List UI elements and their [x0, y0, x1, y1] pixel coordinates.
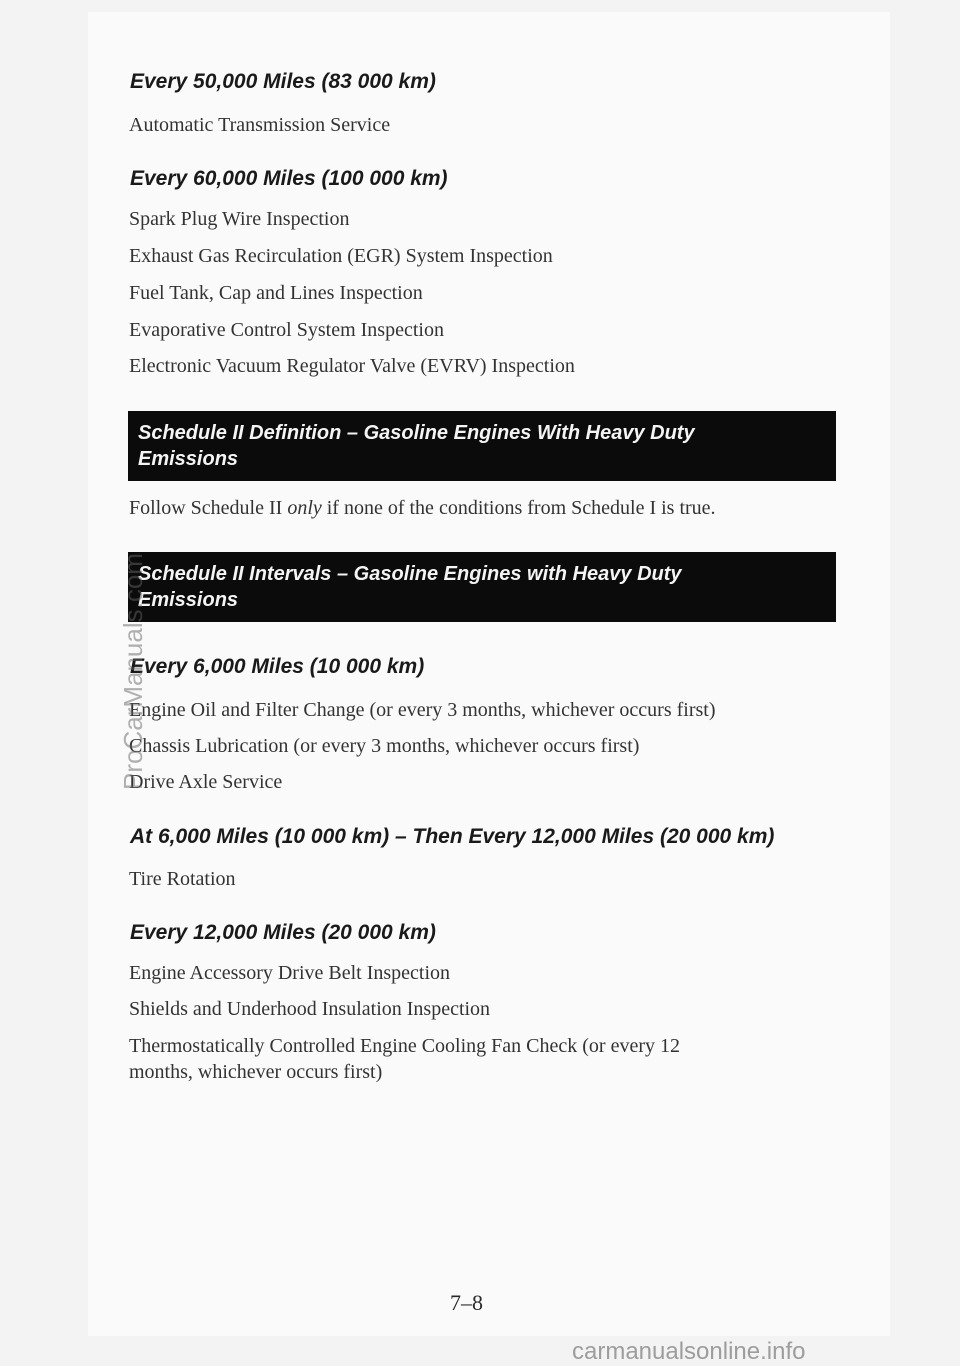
list-item: Shields and Underhood Insulation Inspection — [129, 998, 491, 1020]
banner-line: Schedule II Definition – Gasoline Engines With Heavy Duty — [138, 422, 695, 444]
list-item: Evaporative Control System Inspection — [129, 319, 444, 341]
list-item: Thermostatically Controlled Engine Cooling Fan Check (or every 12 — [129, 1035, 680, 1057]
definition-text-emphasis: only — [287, 497, 322, 519]
list-item: months, whichever occurs first) — [129, 1061, 383, 1083]
list-item: Automatic Transmission Service — [129, 114, 391, 136]
banner-line: Schedule II Intervals – Gasoline Engines with Heavy Duty — [138, 563, 682, 585]
list-item: Engine Accessory Drive Belt Inspection — [129, 962, 451, 984]
banner-line: Emissions — [138, 448, 239, 470]
definition-text-after: if none of the conditions from Schedule I is true. — [321, 497, 716, 519]
side-watermark: ProCarManuals.com — [118, 553, 148, 790]
bottom-watermark: carmanualsonline.info — [572, 1338, 806, 1365]
banner-schedule-intervals — [128, 552, 836, 622]
section-heading-12k: Every 12,000 Miles (20 000 km) — [130, 921, 436, 944]
section-heading-60k: Every 60,000 Miles (100 000 km) — [130, 167, 448, 190]
definition-text — [129, 497, 716, 520]
banner-line: Emissions — [138, 589, 239, 611]
list-item: Chassis Lubrication (or every 3 months, whichever occurs first) — [129, 735, 640, 757]
list-item: Electronic Vacuum Regulator Valve (EVRV) Inspection — [129, 355, 575, 377]
list-item: Engine Oil and Filter Change (or every 3 months, whichever occurs first) — [129, 699, 716, 721]
list-item: Tire Rotation — [129, 868, 236, 890]
definition-text-before: Follow Schedule II — [129, 497, 288, 519]
page-number: 7–8 — [450, 1290, 483, 1315]
banner-schedule-definition — [128, 411, 836, 481]
list-item: Exhaust Gas Recirculation (EGR) System Inspection — [129, 245, 553, 267]
list-item: Drive Axle Service — [129, 771, 283, 793]
list-item: Spark Plug Wire Inspection — [129, 208, 350, 230]
section-heading-50k: Every 50,000 Miles (83 000 km) — [130, 70, 436, 93]
list-item: Fuel Tank, Cap and Lines Inspection — [129, 282, 423, 304]
section-heading-6k: Every 6,000 Miles (10 000 km) — [130, 655, 425, 678]
section-heading-6k-then-12k: At 6,000 Miles (10 000 km) – Then Every 12,000 Miles (20 000 km) — [130, 825, 775, 848]
